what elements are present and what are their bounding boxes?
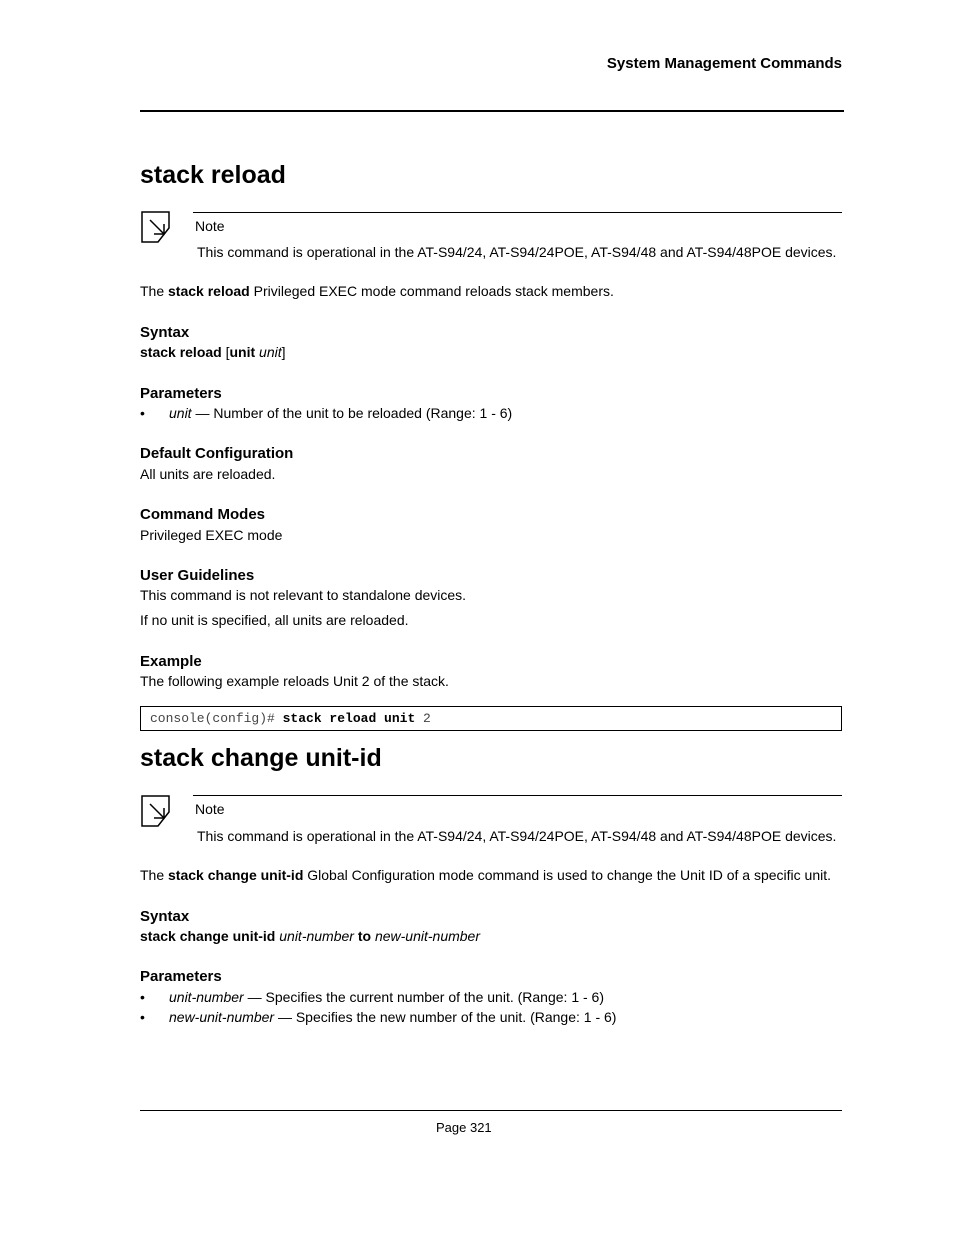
note-icon: [141, 211, 171, 241]
syntax-line: stack reload [unit unit]: [140, 344, 286, 360]
section-title-stack-change-unit-id: stack change unit-id: [140, 744, 382, 772]
running-header: System Management Commands: [606, 55, 842, 72]
note-text: This command is operational in the AT-S94/24, AT-S94/24POE, AT-S94/48 and AT-S94/48POE devices.: [197, 244, 837, 260]
note-rule: [193, 795, 842, 796]
note-label: Note: [195, 218, 225, 234]
bullet-icon: •: [140, 989, 145, 1005]
user-guidelines-text: If no unit is specified, all units are reloaded.: [140, 612, 409, 628]
footer-rule: [140, 1110, 842, 1111]
command-modes-text: Privileged EXEC mode: [140, 527, 283, 543]
default-configuration-heading: Default Configuration: [140, 445, 294, 462]
code-example: console(config)# stack reload unit 2: [140, 706, 842, 731]
header-rule: [140, 110, 844, 112]
parameters-heading: Parameters: [140, 968, 222, 985]
command-description: The stack reload Privileged EXEC mode command reloads stack members.: [140, 283, 614, 299]
command-description: The stack change unit-id Global Configuration mode command is used to change the Unit ID of a specific unit.: [140, 867, 831, 883]
syntax-heading: Syntax: [140, 908, 190, 925]
parameters-heading: Parameters: [140, 385, 222, 402]
default-configuration-text: All units are reloaded.: [140, 466, 276, 482]
bullet-icon: •: [140, 405, 145, 421]
note-rule: [193, 212, 842, 213]
user-guidelines-text: This command is not relevant to standalone devices.: [140, 587, 467, 603]
bullet-icon: •: [140, 1009, 145, 1025]
section-title-stack-reload: stack reload: [140, 161, 286, 189]
user-guidelines-heading: User Guidelines: [140, 567, 255, 584]
syntax-line: stack change unit-id unit-number to new-unit-number: [140, 928, 481, 944]
page-number: Page 321: [436, 1120, 492, 1135]
example-heading: Example: [140, 653, 202, 670]
note-label: Note: [195, 801, 225, 817]
command-modes-heading: Command Modes: [140, 506, 266, 523]
syntax-heading: Syntax: [140, 324, 190, 341]
note-icon: [141, 795, 171, 825]
note-text: This command is operational in the AT-S94/24, AT-S94/24POE, AT-S94/48 and AT-S94/48POE devices.: [197, 828, 837, 844]
example-text: The following example reloads Unit 2 of the stack.: [140, 673, 449, 689]
